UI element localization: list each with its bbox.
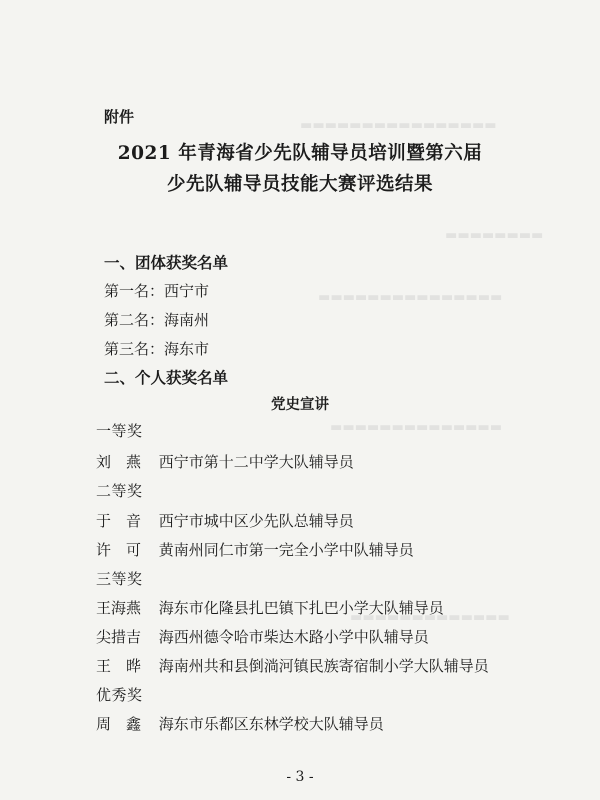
winner-description: 海西州德令哈市柴达木路小学中队辅导员 (158, 628, 429, 646)
team-rank-first: 第一名：西宁市 (104, 282, 210, 300)
winner-name: 刘 燕 (96, 453, 142, 471)
winner-description: 海东市乐都区东林学校大队辅导员 (158, 715, 384, 733)
winner-name: 王海燕 (96, 599, 142, 617)
award-level-second: 二等奖 (96, 482, 143, 500)
winner-description: 海南州共和县倒淌河镇民族寄宿制小学大队辅导员 (158, 657, 489, 675)
bleed-through-shadow: ▬▬▬▬▬▬▬▬ (445, 228, 544, 243)
individual-awards-heading: 二、个人获奖名单 (104, 368, 229, 387)
winner-entry (96, 713, 384, 734)
bleed-through-shadow: ▬▬▬▬▬▬▬▬▬▬▬▬▬▬▬ (318, 290, 503, 305)
award-level-third: 三等奖 (96, 570, 143, 588)
team-awards-heading: 一、团体获奖名单 (104, 253, 229, 272)
team-rank-second: 第二名：海南州 (104, 311, 210, 329)
award-level-merit: 优秀奖 (96, 686, 143, 704)
winner-description: 海东市化隆县扎巴镇下扎巴小学大队辅导员 (158, 599, 444, 617)
winner-name: 于 音 (96, 512, 142, 530)
document-title-line-2: 少先队辅导员技能大赛评选结果 (166, 174, 433, 195)
winner-name: 王 晔 (96, 657, 142, 675)
winner-entry (96, 451, 354, 472)
bleed-through-shadow: ▬▬▬▬▬▬▬▬▬▬▬▬▬▬ (330, 420, 502, 435)
award-level-first: 一等奖 (96, 422, 143, 440)
winner-entry (96, 510, 354, 531)
winner-entry (96, 626, 429, 647)
winner-description: 黄南州同仁市第一完全小学中队辅导员 (158, 541, 414, 559)
bleed-through-shadow: ▬▬▬▬▬▬▬▬▬▬▬▬▬▬▬▬ (300, 118, 497, 133)
category-heading: 党史宣讲 (271, 396, 329, 413)
winner-entry (96, 539, 414, 560)
attachment-label: 附件 (104, 108, 135, 126)
winner-description: 西宁市城中区少先队总辅导员 (158, 512, 354, 530)
winner-entry (96, 655, 489, 676)
winner-name: 尖措吉 (96, 628, 142, 646)
winner-name: 许 可 (96, 541, 142, 559)
winner-description: 西宁市第十二中学大队辅导员 (158, 453, 354, 471)
winner-name: 周 鑫 (96, 715, 142, 733)
page-number: - 3 - (286, 769, 314, 785)
bleed-through-shadow: ▬▬▬▬▬▬▬▬▬▬▬▬▬ (350, 610, 510, 625)
team-rank-third: 第三名：海东市 (104, 340, 210, 358)
winner-entry (96, 597, 444, 618)
document-title-line-1: 2021 年青海省少先队辅导员培训暨第六届 (117, 143, 483, 164)
